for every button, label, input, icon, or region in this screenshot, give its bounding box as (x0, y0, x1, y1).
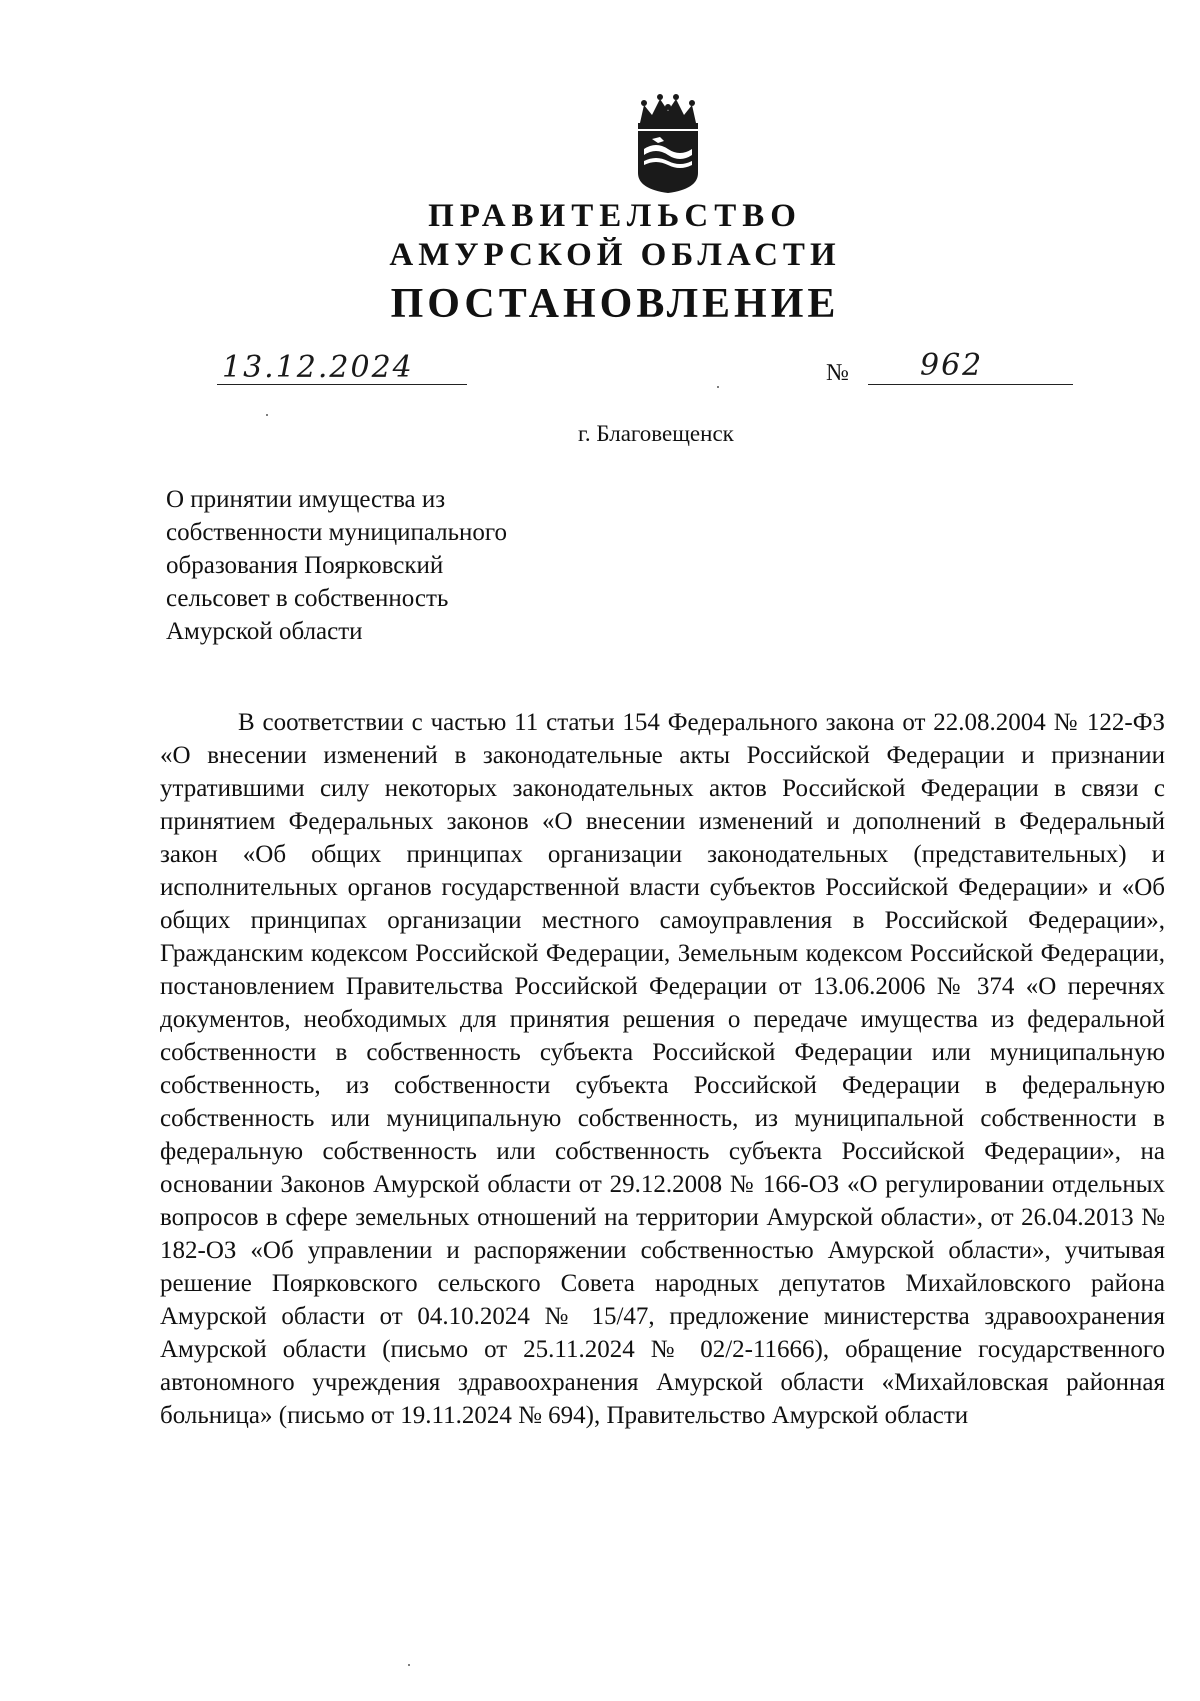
coat-of-arms-emblem (630, 93, 706, 193)
document-number: 962 (920, 348, 984, 383)
number-underline (868, 384, 1073, 385)
document-type-title: ПОСТАНОВЛЕНИЕ (390, 281, 840, 327)
body-paragraph: В соответствии с частью 11 статьи 154 Федерального закона от 22.08.2004 № 122-ФЗ «О внесении изменений в законодательные акты Российской Федерации и признании утратившими силу некоторых законодательных актов Российской Федерации в связи с принятием Федеральных законов «О внесении изменений и дополнений в Федеральный закон «Об общих принципах организации законодательных (представительных) и исполнительных органов государственной власти субъектов Российской Федерации» и «Об общих принципах организации местного самоуправления в Российской Федерации», Гражданским кодексом Российской Федерации, Земельным кодексом Российской Федерации, постановлением Правительства Российской Федерации от 13.06.2006 № 374 «О перечнях документов, необходимых для принятия решения о передаче имущества из федеральной собственности в собственность субъекта Российской Федерации или муниципальную собственность, из собственности субъекта Российской Федерации в федеральную собственность или муниципальную собственность, из муниципальной собственности в федеральную собственность или собственность субъекта Российской Федерации», на основании Законов Амурской области от 29.12.2008 № 166-ОЗ «О регулировании отдельных вопросов в сфере земельных отношений на территории Амурской области», от 26.04.2013 № 182-ОЗ «Об управлении и распоряжении собственностью Амурской области», учитывая решение Поярковского сельского Совета народных депутатов Михайловского района Амурской области от 04.10.2024 № 15/47, предложение министерства здравоохранения Амурской области (письмо от 25.11.2024 № 02/2-11666), обращение государственного автономного учреждения здравоохранения Амурской области «Михайловская районная больница» (письмо от 19.11.2024 № 694), Правительство Амурской области (160, 709, 1165, 1429)
number-sign: № (826, 360, 849, 386)
date-underline (217, 384, 467, 385)
document-date: 13.12.2024 (222, 350, 414, 385)
scan-artifact (266, 414, 268, 416)
subject-line: собственности муниципального (166, 519, 508, 546)
government-name-line1: ПРАВИТЕЛЬСТВО (428, 198, 802, 234)
document-subject (166, 483, 646, 648)
subject-line: образования Поярковский (166, 552, 444, 579)
subject-line: О принятии имущества из (166, 486, 446, 513)
scan-artifact (717, 386, 719, 388)
subject-line: Амурской области (166, 618, 363, 645)
scan-artifact (408, 1664, 410, 1666)
coat-of-arms-icon (630, 93, 706, 193)
city-name: г. Благовещенск (578, 421, 734, 446)
subject-line: сельсовет в собственность (166, 585, 449, 612)
government-name-line2: АМУРСКОЙ ОБЛАСТИ (389, 237, 841, 273)
